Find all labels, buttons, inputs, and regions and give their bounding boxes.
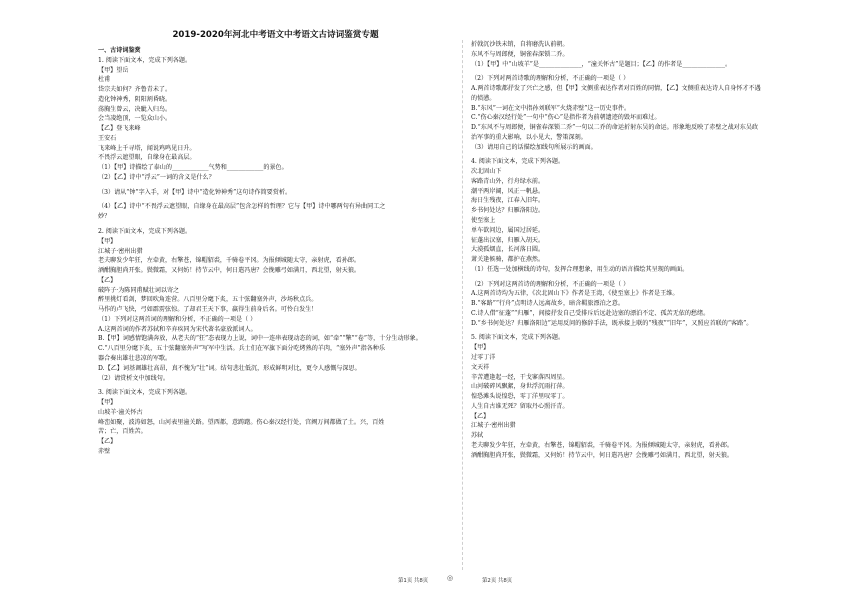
right-column-line: （1）【甲】中“山坡羊”是______________，“潼关怀古”是题目；【乙】的作者是______________。 bbox=[471, 60, 732, 68]
left-column-line: 山坡羊·潼关怀古 bbox=[98, 408, 143, 416]
right-column-line: （2）下列对这两首诗的理解和分析，不正确的一项是（ ） bbox=[471, 280, 630, 288]
left-column-line: 马作的卢飞快，弓如霹雳弦惊。了却君王天下事，赢得生前身后名。可怜白发生！ bbox=[98, 306, 318, 314]
right-column-line: 海日生残夜，江春入旧年。 bbox=[471, 197, 545, 205]
left-column-line: 王安石 bbox=[98, 134, 117, 142]
left-column-line: 1. 阅读下面文本，完成下列各题。 bbox=[98, 56, 192, 64]
left-column-line: （1）下列对这两首词的理解和分析，不正确的一项是（ ） bbox=[98, 315, 257, 323]
left-column-line: 会当凌绝顶，一览众山小。 bbox=[98, 115, 172, 123]
right-column-line: （3）请用自己的话描绘加线句所展示的画面。 bbox=[471, 143, 597, 151]
left-column-line: D.【乙】词基调雄壮高昂，真不愧为“壮”词。结句悲壮低沉，形成鲜明对比，更令人感慨与深思。 bbox=[98, 364, 361, 372]
right-column-line: 文天祥 bbox=[471, 363, 490, 371]
right-column-line: 使至塞上 bbox=[471, 217, 496, 225]
left-column-line: 赤壁 bbox=[98, 447, 111, 455]
page-number-left: 第1页 共8页 bbox=[398, 578, 429, 584]
left-column-line: 荡胸生曾云，决眦入归鸟。 bbox=[98, 105, 172, 113]
left-column-line: 【乙】登飞来峰 bbox=[98, 125, 141, 133]
left-column-line: 器合奏出雄壮悲凉的军歌。 bbox=[98, 354, 172, 362]
right-column-line: 人生自古谁无死？留取丹心照汗青。 bbox=[471, 402, 569, 410]
right-column-line: 次北固山下 bbox=[471, 168, 502, 176]
right-column-line: 【甲】 bbox=[471, 344, 490, 352]
left-column-line: 醉里挑灯看剑，梦回吹角连营。八百里分麾下炙，五十弦翻塞外声，沙场秋点兵。 bbox=[98, 296, 318, 304]
right-column-line: 5. 阅读下面文本，完成下列各题。 bbox=[471, 334, 565, 342]
left-column-line: 【乙】 bbox=[98, 438, 117, 446]
left-column-lines bbox=[98, 56, 453, 457]
right-column-line: B.“东风”一词在文中指孙刘联军“火烧赤壁”这一历史事件。 bbox=[471, 104, 631, 112]
left-column-line: C.“八百里分麾下炙，五十弦翻塞外声”写军中生活。兵士们在军旗下面分吃烤熟的羊肉，“塞外声”指各种乐 bbox=[98, 345, 385, 353]
right-column-line: 辛苦遭逢起一经，干戈寥落四周星。 bbox=[471, 373, 569, 381]
left-column-line: 【甲】 bbox=[98, 237, 117, 245]
left-column-line: 酒酣胸胆尚开张。鬓微霜，又何妨！持节云中，何日遣冯唐？会挽雕弓如满月，西北望，射天狼。 bbox=[98, 267, 361, 275]
document-title: 2019-2020年河北中考语文中考语文古诗词鉴赏专题 bbox=[172, 30, 379, 40]
left-column-line: （2）【乙】诗中“浮云”一词的含义是什么？ bbox=[98, 173, 215, 181]
right-column-line: 乡书何处达？归雁洛阳边。 bbox=[471, 207, 545, 215]
right-column-line: 苏轼 bbox=[471, 432, 484, 440]
right-column-line: 东风不与周郎便，铜雀春深锁二乔。 bbox=[471, 50, 569, 58]
right-column bbox=[471, 40, 826, 460]
right-column-lines bbox=[471, 40, 826, 460]
right-column-line: 客路青山外，行舟绿水前。 bbox=[471, 177, 545, 185]
left-column bbox=[98, 46, 453, 457]
right-column-line: 萧关逢候骑，都护在燕然。 bbox=[471, 256, 545, 264]
left-column-line: 老夫聊发少年狂，左牵黄，右擎苍，锦帽貂裘，千骑卷平冈。为报倾城随太守，亲射虎，看孙郎。 bbox=[98, 257, 361, 265]
left-column-line: 江城子·密州出猎 bbox=[98, 247, 143, 255]
right-column-line: B.“客路”“行舟”点明诗人远离故乡，暗含羁旅漂泊之意。 bbox=[471, 300, 624, 308]
right-column-line: 江城子·密州出猎 bbox=[471, 422, 516, 430]
right-column-line: 过零丁洋 bbox=[471, 353, 496, 361]
right-column-line: 山河破碎风飘絮，身世浮沉雨打萍。 bbox=[471, 383, 569, 391]
page-number-right: 第2页 共8页 bbox=[482, 578, 513, 584]
left-column-line: （2）请赏析文中加线句。 bbox=[98, 374, 169, 382]
right-column-line: D.“乡书何处达？归雁洛阳边”运用反问的修辞手法，既承接上联的“残夜”“旧年”，又照应首联的“客路”。 bbox=[471, 319, 753, 327]
column-divider bbox=[462, 40, 463, 570]
left-column-line: 妙？ bbox=[98, 213, 111, 221]
left-column-line: 【甲】 bbox=[98, 399, 117, 407]
section-heading: 一、古诗词鉴赏 bbox=[98, 47, 141, 54]
right-column-line: 惶恐滩头说惶恐，零丁洋里叹零丁。 bbox=[471, 393, 569, 401]
right-column-line: 折戟沉沙铁未销，自将磨洗认前朝。 bbox=[471, 41, 569, 48]
left-column-line: （3）请从“钟”字入手，对【甲】诗中“造化钟神秀”这句诗作简要赏析。 bbox=[98, 188, 292, 196]
left-column-line: 飞来峰上千寻塔，闻说鸡鸣见日升。 bbox=[98, 144, 196, 152]
right-column-line: （2）下列对两首诗歌的理解和分析，不正确的一项是（ ） bbox=[471, 75, 630, 83]
right-column-line: 4. 阅读下面文本，完成下列各题。 bbox=[471, 158, 565, 166]
binding-mark-icon: ◎ bbox=[447, 574, 454, 582]
right-column-line: D.“东风不与周郎便，铜雀春深锁二乔”一句以二乔的命运折射东吴的命运。形象地反映了赤壁之战对东吴政 bbox=[471, 124, 759, 132]
left-column-line: A.这两首词的作者苏轼和辛弃疾同为宋代著名豪放派词人。 bbox=[98, 325, 257, 333]
left-column-line: 苦；亡，百姓苦。 bbox=[98, 428, 147, 436]
right-column-line: （1）任选一处加横线的诗句，发挥合理想象，用生动的语言描绘其呈现的画面。 bbox=[471, 265, 689, 273]
right-column-line: 潮平两岸阔，风正一帆悬。 bbox=[471, 187, 545, 195]
left-column-line: 2. 阅读下面文本，完成下列各题。 bbox=[98, 228, 192, 236]
right-column-line: C.诗人借“征蓬”“归雁”，间接抒发自己受排斥后远赴边塞的漂泊不定、孤苦无依的愁绪。 bbox=[471, 309, 710, 317]
right-column-line: 单车欲问边，属国过居延。 bbox=[471, 226, 545, 234]
left-column-line: （4）【乙】诗中“不畏浮云遮望眼，自缘身在最高层”包含怎样的哲理？它与【甲】诗中哪两句有异曲同工之 bbox=[98, 203, 386, 211]
right-column-line: A.这两首诗均为五律，《次北固山下》作者是王湾，《使至塞上》作者是王维。 bbox=[471, 290, 679, 298]
left-column-line: （1）【甲】诗描绘了泰山的____________气势和____________的景色。 bbox=[98, 164, 288, 172]
left-column-line: B.【甲】词感情饱满奔放，从老夫的“狂”态表现力上说，词中一连串表现动态的词，如“牵”“擎”“卷”等，十分生动形象。 bbox=[98, 335, 422, 343]
right-column-line: A.两首诗歌都抒发了兴亡之感，但【甲】文侧重表达作者对百姓的同情，【乙】文侧重表达诗人自身怀才不遇 bbox=[471, 85, 761, 93]
left-column-line: 【甲】望岳 bbox=[98, 66, 129, 74]
right-column-line: 大漠孤烟直，长河落日圆。 bbox=[471, 246, 545, 254]
right-column-line: 老夫聊发少年狂，左牵黄，右擎苍，锦帽貂裘，千骑卷平冈。为报倾城随太守，亲射虎，看孙郎。 bbox=[471, 441, 734, 449]
right-column-line: 治军事的重大影响，以小见大，警策深刻。 bbox=[471, 133, 587, 141]
left-column-line: 3. 阅读下面文本，完成下列各题。 bbox=[98, 389, 192, 397]
left-column-line: 破阵子·为陈同甫赋壮词以寄之 bbox=[98, 286, 180, 294]
right-column-line: 酒酣胸胆尚开张，鬓微霜，又何妨！持节云中，何日遣冯唐？会挽雕弓如满月，西北望，射天狼。 bbox=[471, 451, 734, 459]
right-column-line: C.“伤心秦汉经行处”一句中“伤心”是指作者为前朝遗迹的毁坏而难过。 bbox=[471, 114, 661, 122]
right-column-line: 的愤懑。 bbox=[471, 94, 496, 102]
left-column-line: 杜甫 bbox=[98, 76, 111, 84]
right-column-line: 征蓬出汉塞，归雁入胡天。 bbox=[471, 236, 545, 244]
left-column-line: 造化钟神秀，阴阳割昏晓。 bbox=[98, 95, 172, 103]
left-column-line: 岱宗夫如何？齐鲁青未了。 bbox=[98, 86, 172, 94]
left-column-line: 【乙】 bbox=[98, 276, 117, 284]
right-column-line: 【乙】 bbox=[471, 412, 490, 420]
left-column-line: 峰峦如聚，波涛如怒，山河表里潼关路。望西都，意踌躇。伤心秦汉经行处，宫阙万间都做了土。兴，百姓 bbox=[98, 418, 385, 426]
left-column-line: 不畏浮云遮望眼，自缘身在最高层。 bbox=[98, 154, 196, 162]
